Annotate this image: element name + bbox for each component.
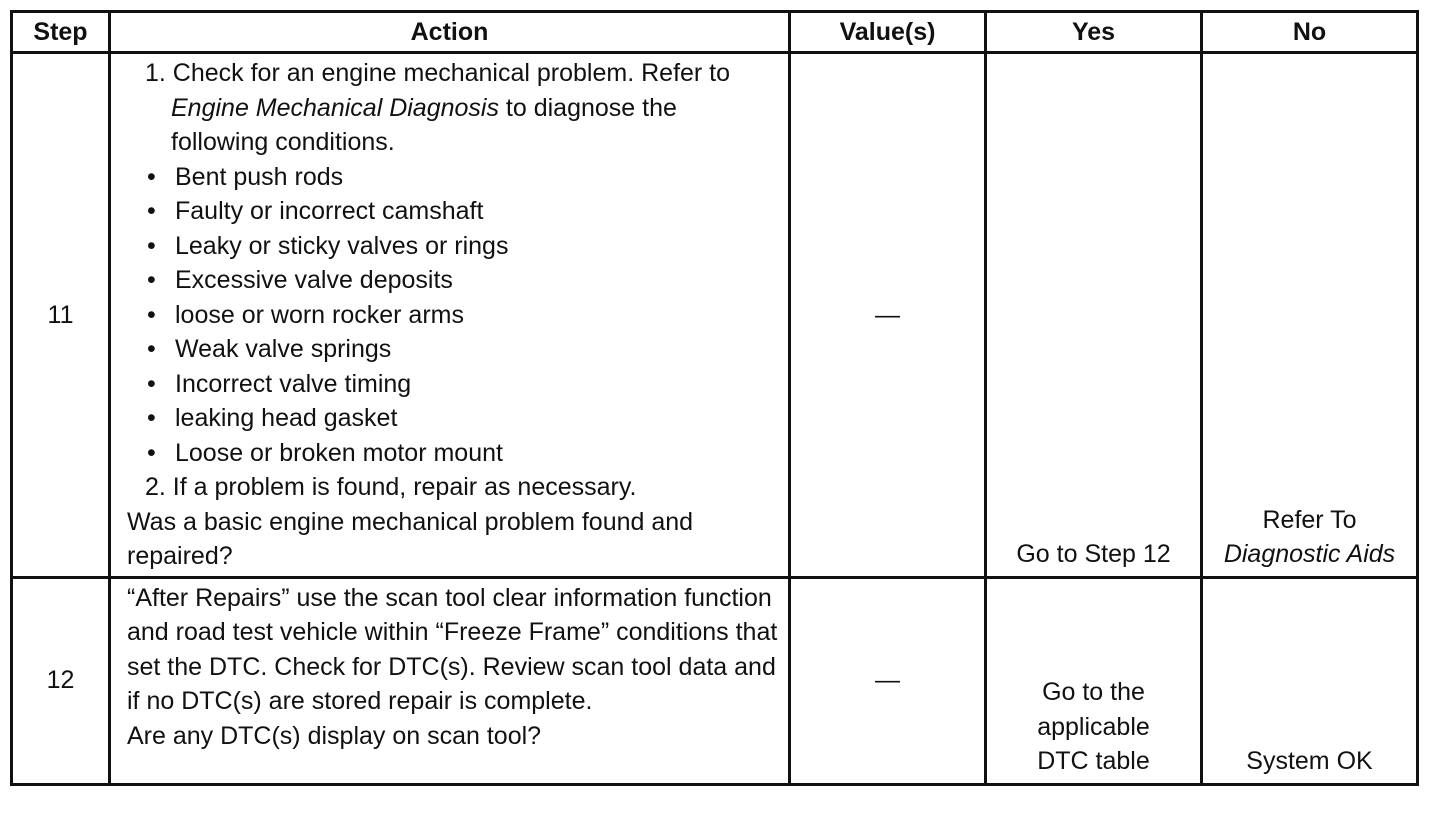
step-number: 12 <box>12 577 110 784</box>
yes-cell: Go to Step 12 <box>986 53 1202 578</box>
condition-bullet: • Loose or broken motor mount <box>127 436 780 471</box>
yes-line: Go to the <box>1042 678 1145 706</box>
condition-bullet: • Incorrect valve timing <box>127 367 780 402</box>
value-cell: — <box>790 577 986 784</box>
condition-bullet: • loose or worn rocker arms <box>127 298 780 333</box>
table-row-step-11 <box>12 53 1418 578</box>
no-cell <box>1202 53 1418 578</box>
condition-bullet: • Faulty or incorrect camshaft <box>127 194 780 229</box>
condition-bullet: • Weak valve springs <box>127 332 780 367</box>
action-question: Was a basic engine mechanical problem found and repaired? <box>127 507 694 570</box>
header-values: Value(s) <box>790 12 986 53</box>
header-no: No <box>1202 12 1418 53</box>
no-cell: System OK <box>1202 577 1418 784</box>
diagnostic-table <box>10 10 1419 786</box>
value-cell: — <box>790 53 986 578</box>
table-row-step-12 <box>12 577 1418 784</box>
action-cell <box>110 53 790 578</box>
condition-bullet: • leaking head gasket <box>127 401 780 436</box>
condition-bullet: • Excessive valve deposits <box>127 263 780 298</box>
condition-bullet: • Bent push rods <box>127 160 780 195</box>
condition-bullet: • Leaky or sticky valves or rings <box>127 229 780 264</box>
step-number: 11 <box>12 53 110 578</box>
header-row <box>12 12 1418 53</box>
header-yes: Yes <box>986 12 1202 53</box>
header-step: Step <box>12 12 110 53</box>
no-refer-to: Refer To <box>1262 505 1357 534</box>
action-cell <box>110 577 790 784</box>
action-text: “After Repairs” use the scan tool clear information function and road test vehicle within “Freeze Frame” conditions that set the DTC. Check for DTC(s). Review scan tool data and if no DTC(s) are stored repair is complete. <box>127 583 778 715</box>
yes-cell <box>986 577 1202 784</box>
action-item-2: 2. If a problem is found, repair as necessary. <box>145 473 637 501</box>
yes-line: applicable <box>1037 712 1150 741</box>
header-action: Action <box>110 12 790 53</box>
action-item-1-suffix: to diagnose the following conditions. <box>171 93 677 156</box>
reference-engine-mechanical-diagnosis: Engine Mechanical Diagnosis <box>171 93 499 122</box>
action-item-1 <box>127 56 780 160</box>
yes-line: DTC table <box>1037 747 1150 775</box>
reference-diagnostic-aids: Diagnostic Aids <box>1223 540 1396 568</box>
action-question: Are any DTC(s) display on scan tool? <box>127 721 542 750</box>
action-item-1-prefix: 1. Check for an engine mechanical problem. Refer to <box>145 59 731 87</box>
